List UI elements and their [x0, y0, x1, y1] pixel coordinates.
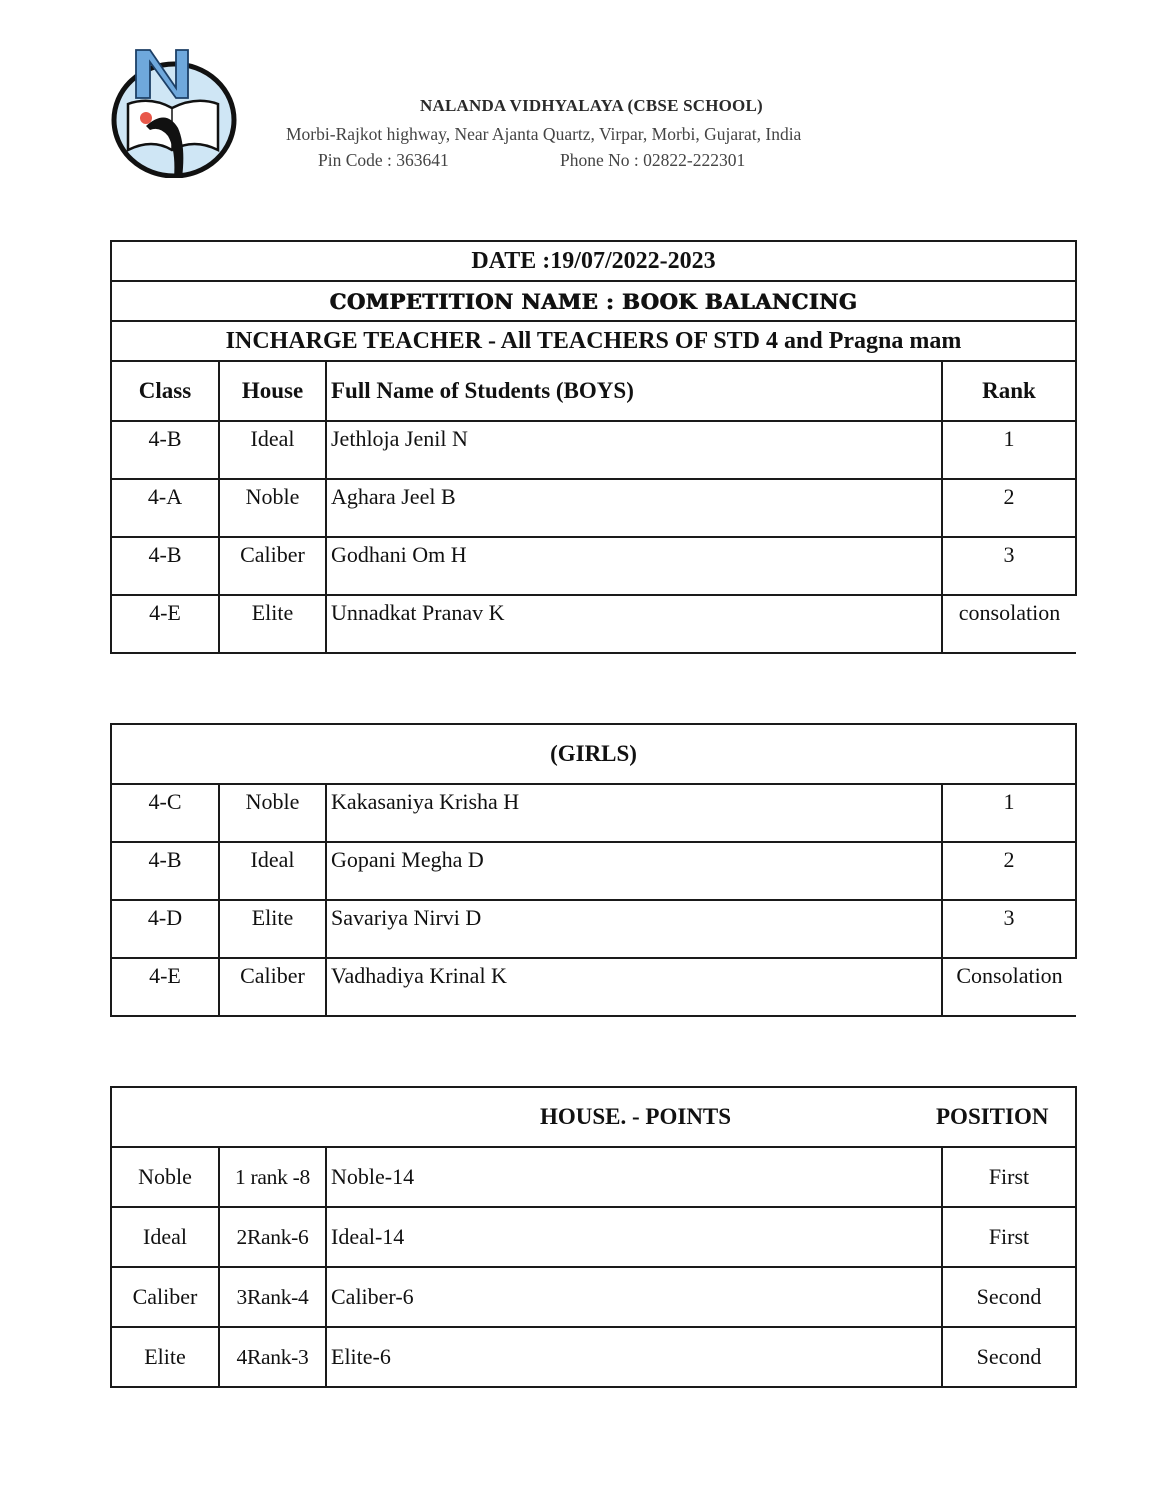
cell-class: 4-C	[111, 784, 219, 842]
cell-rank: 1	[942, 784, 1076, 842]
cell-total: Noble-14	[326, 1147, 942, 1207]
position-heading: POSITION	[936, 1104, 1049, 1129]
cell-class: 4-B	[111, 842, 219, 900]
school-phone: Phone No : 02822-222301	[560, 150, 746, 170]
column-header-row	[111, 361, 1076, 421]
table-row	[111, 537, 1076, 595]
cell-name: Unnadkat Pranav K	[326, 595, 942, 653]
cell-name: Godhani Om H	[326, 537, 942, 595]
house-header-row	[111, 1087, 1076, 1147]
cell-rank-points: 4Rank-3	[219, 1327, 326, 1387]
cell-total: Caliber-6	[326, 1267, 942, 1327]
incharge-row	[111, 321, 1076, 361]
table-row	[111, 784, 1076, 842]
boys-results-table	[110, 240, 1077, 654]
date-row	[111, 241, 1076, 281]
cell-name: Gopani Megha D	[326, 842, 942, 900]
cell-class: 4-B	[111, 421, 219, 479]
cell-class: 4-E	[111, 958, 219, 1016]
table-row	[111, 479, 1076, 537]
cell-rank-points: 3Rank-4	[219, 1267, 326, 1327]
table-row	[111, 1207, 1076, 1267]
table-row	[111, 1327, 1076, 1387]
cell-house: Elite	[219, 595, 326, 653]
column-header-name: Full Name of Students (BOYS)	[326, 361, 942, 421]
cell-class: 4-A	[111, 479, 219, 537]
cell-rank: 1	[942, 421, 1076, 479]
cell-rank: consolation	[942, 595, 1076, 653]
table-row	[111, 421, 1076, 479]
column-header-rank: Rank	[942, 361, 1076, 421]
cell-position: First	[942, 1147, 1076, 1207]
cell-name: Aghara Jeel B	[326, 479, 942, 537]
date-label: DATE :19/07/2022-2023	[111, 241, 1076, 281]
school-logo	[108, 46, 240, 178]
cell-house: Ideal	[219, 842, 326, 900]
table-row	[111, 842, 1076, 900]
cell-house: Elite	[219, 900, 326, 958]
school-name: NALANDA VIDHYALAYA (CBSE SCHOOL)	[420, 96, 763, 115]
cell-class: 4-D	[111, 900, 219, 958]
cell-rank: 2	[942, 479, 1076, 537]
table-row	[111, 958, 1076, 1016]
cell-house: Ideal	[219, 421, 326, 479]
school-pin-code: Pin Code : 363641	[318, 150, 449, 170]
incharge-teacher: INCHARGE TEACHER - All TEACHERS OF STD 4 and Pragna mam	[111, 321, 1076, 361]
column-header-class: Class	[111, 361, 219, 421]
competition-name: COMPETITION NAME : BOOK BALANCING	[111, 281, 1076, 321]
cell-name: Savariya Nirvi D	[326, 900, 942, 958]
cell-house: Caliber	[111, 1267, 219, 1327]
cell-class: 4-E	[111, 595, 219, 653]
house-points-table	[110, 1086, 1077, 1388]
competition-row	[111, 281, 1076, 321]
cell-rank-points: 2Rank-6	[219, 1207, 326, 1267]
cell-total: Elite-6	[326, 1327, 942, 1387]
cell-name: Jethloja Jenil N	[326, 421, 942, 479]
cell-house: Noble	[219, 479, 326, 537]
table-row	[111, 1147, 1076, 1207]
cell-rank: Consolation	[942, 958, 1076, 1016]
cell-rank: 2	[942, 842, 1076, 900]
girls-results-table	[110, 723, 1077, 1017]
house-points-heading: HOUSE. - POINTS	[540, 1104, 732, 1129]
column-header-house: House	[219, 361, 326, 421]
cell-name: Kakasaniya Krisha H	[326, 784, 942, 842]
cell-total: Ideal-14	[326, 1207, 942, 1267]
table-row	[111, 1267, 1076, 1327]
cell-rank: 3	[942, 537, 1076, 595]
school-address: Morbi-Rajkot highway, Near Ajanta Quartz, Virpar, Morbi, Gujarat, India	[286, 124, 802, 144]
cell-position: Second	[942, 1267, 1076, 1327]
cell-position: Second	[942, 1327, 1076, 1387]
cell-position: First	[942, 1207, 1076, 1267]
cell-house: Caliber	[219, 958, 326, 1016]
table-row	[111, 595, 1076, 653]
cell-house: Caliber	[219, 537, 326, 595]
cell-house: Elite	[111, 1327, 219, 1387]
cell-rank-points: 1 rank -8	[219, 1147, 326, 1207]
cell-name: Vadhadiya Krinal K	[326, 958, 942, 1016]
cell-rank: 3	[942, 900, 1076, 958]
girls-title: (GIRLS)	[111, 724, 1076, 784]
girls-header-row	[111, 724, 1076, 784]
cell-class: 4-B	[111, 537, 219, 595]
table-row	[111, 900, 1076, 958]
cell-house: Ideal	[111, 1207, 219, 1267]
cell-house: Noble	[219, 784, 326, 842]
cell-house: Noble	[111, 1147, 219, 1207]
